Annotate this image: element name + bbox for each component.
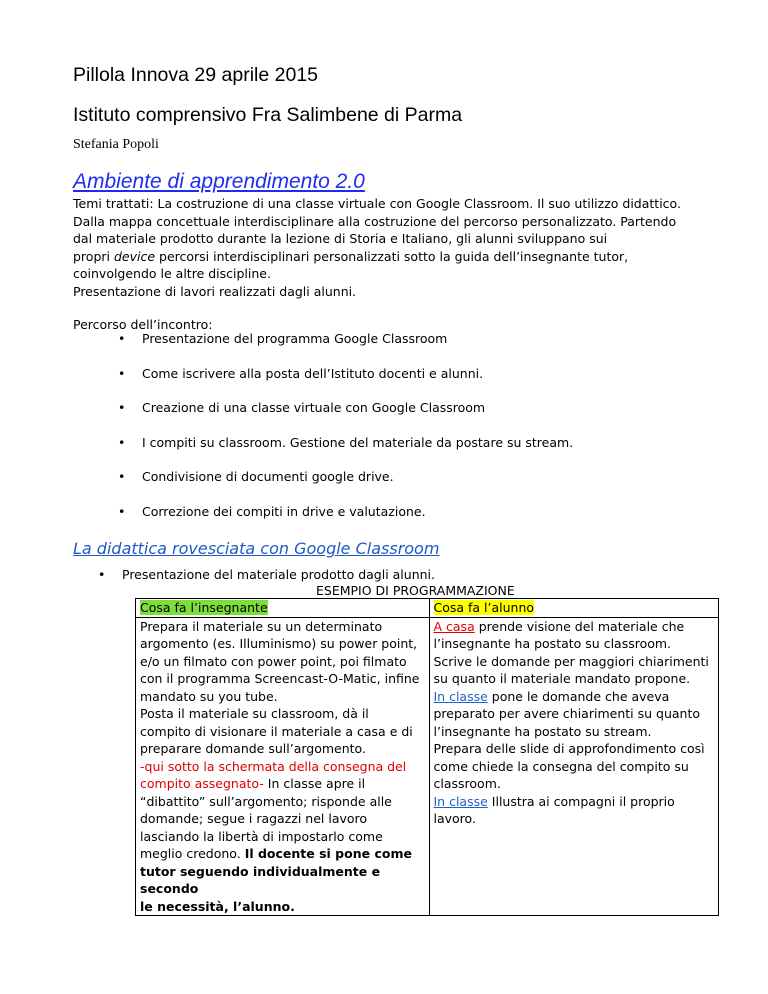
teacher-line xyxy=(140,863,425,898)
a-casa-label: A casa xyxy=(433,618,475,634)
section-heading-ambiente: Ambiente di apprendimento 2.0 xyxy=(73,170,365,193)
topics-text: propri xyxy=(73,248,114,264)
teacher-note-red: compito assegnato- xyxy=(140,776,264,791)
table-header-row xyxy=(136,599,719,618)
teacher-line xyxy=(140,775,425,793)
teacher-note-red: -qui sotto la schermata della consegna del xyxy=(140,758,407,774)
student-line: l’insegnante ha postato su stream. xyxy=(433,723,652,739)
teacher-text: meglio credono. xyxy=(140,846,245,861)
student-line: lavoro. xyxy=(433,811,476,826)
agenda-item: • Condivisione di documenti google drive. xyxy=(118,468,573,486)
student-text: prende visione del materiale che xyxy=(474,618,685,634)
topics-line: Presentazione di lavori realizzati dagli alunni. xyxy=(73,283,357,299)
student-text: Illustra ai compagni il proprio xyxy=(487,793,675,809)
teacher-line: compito di visionare il materiale a casa e di xyxy=(140,723,413,739)
student-line: Scrive le domande per maggiori chiarimenti xyxy=(433,653,709,669)
student-cell xyxy=(429,617,719,916)
document-title: Pillola Innova 29 aprile 2015 xyxy=(73,64,319,86)
agenda-item: • Come iscrivere alla posta dell’Istituto docenti e alunni. xyxy=(118,365,573,383)
agenda-item: • Creazione di una classe virtuale con Google Classroom xyxy=(118,399,573,417)
teacher-cell xyxy=(136,617,430,916)
teacher-bold-text: Il docente si pone come xyxy=(244,846,412,861)
table-header-cell-student xyxy=(429,599,719,618)
school-name: Istituto comprensivo Fra Salimbene di Parma xyxy=(73,104,463,126)
topics-line: coinvolgendo le altre discipline. xyxy=(73,266,271,281)
teacher-line: mandato su you tube. xyxy=(140,688,278,704)
student-line xyxy=(434,688,715,706)
topics-paragraph xyxy=(73,195,713,300)
teacher-header: Cosa fa l’insegnante xyxy=(140,600,268,615)
topics-text: percorsi interdisciplinari personalizzati sotto la guida dell’insegnante tutor, xyxy=(155,248,629,264)
in-classe-label: In classe xyxy=(433,793,488,809)
teacher-line: e/o un filmato con power point, poi filmato xyxy=(140,653,407,669)
student-line: classroom. xyxy=(433,776,501,791)
teacher-line: Posta il materiale su classroom, dà il xyxy=(140,706,369,721)
student-line: come chiede la consegna del compito su xyxy=(433,758,689,774)
student-line: l’insegnante ha postato su classroom. xyxy=(433,636,672,651)
agenda-list xyxy=(118,330,573,520)
topics-line: dal materiale prodotto durante la lezione di Storia e Italiano, gli alunni sviluppano sui xyxy=(73,231,608,246)
agenda-item: • Correzione dei compiti in drive e valutazione. xyxy=(118,503,573,521)
author-name: Stefania Popoli xyxy=(73,137,159,152)
materials-bullet: • Presentazione del materiale prodotto dagli alunni. xyxy=(98,566,435,584)
teacher-line: argomento (es. Illuminismo) su power point, xyxy=(140,636,418,651)
teacher-line: “dibattito” sull’argomento; risponde alle xyxy=(140,793,392,809)
topics-line: Temi trattati: La costruzione di una classe virtuale con Google Classroom. Il suo utilizzo didattico. xyxy=(73,196,681,211)
student-header: Cosa fa l’alunno xyxy=(433,600,535,615)
topics-line xyxy=(73,248,713,266)
topics-line: Dalla mappa concettuale interdisciplinare alla costruzione del percorso personalizzato. Partendo xyxy=(73,213,677,229)
student-line xyxy=(434,793,715,811)
topics-italic-device: device xyxy=(113,248,156,264)
teacher-line: Prepara il materiale su un determinato xyxy=(140,618,383,634)
agenda-item: • Presentazione del programma Google Classroom xyxy=(118,330,573,348)
table-caption: ESEMPIO DI PROGRAMMAZIONE xyxy=(316,583,515,598)
student-line: Prepara delle slide di approfondimento così xyxy=(433,741,705,756)
table-row xyxy=(136,617,719,916)
student-line: su quanto il materiale mandato propone. xyxy=(433,671,691,686)
teacher-line xyxy=(140,845,425,863)
agenda-item: • I compiti su classroom. Gestione del materiale da postare su stream. xyxy=(118,434,573,452)
teacher-bold-text: tutor seguendo individualmente e secondo xyxy=(140,863,381,896)
teacher-line: preparare domande sull’argomento. xyxy=(140,741,366,756)
student-text: pone le domande che aveva xyxy=(487,688,670,704)
teacher-line xyxy=(140,898,425,916)
teacher-text: In classe apre il xyxy=(263,776,366,791)
student-line xyxy=(434,618,715,636)
in-classe-label: In classe xyxy=(433,688,488,704)
teacher-line: domande; segue i ragazzi nel lavoro xyxy=(140,811,368,826)
agenda-label: Percorso dell’incontro: xyxy=(73,317,213,332)
teacher-line: lasciando la libertà di impostarlo come xyxy=(140,828,383,844)
teacher-bold-text: le necessità, l’alunno. xyxy=(140,898,295,914)
table-header-cell-teacher xyxy=(136,599,430,618)
programming-table xyxy=(135,598,719,916)
teacher-line: con il programma Screencast-O-Matic, infine xyxy=(140,671,420,686)
section-heading-didattica: La didattica rovesciata con Google Classroom xyxy=(73,539,440,558)
student-line: preparato per avere chiarimenti su quanto xyxy=(433,706,700,721)
